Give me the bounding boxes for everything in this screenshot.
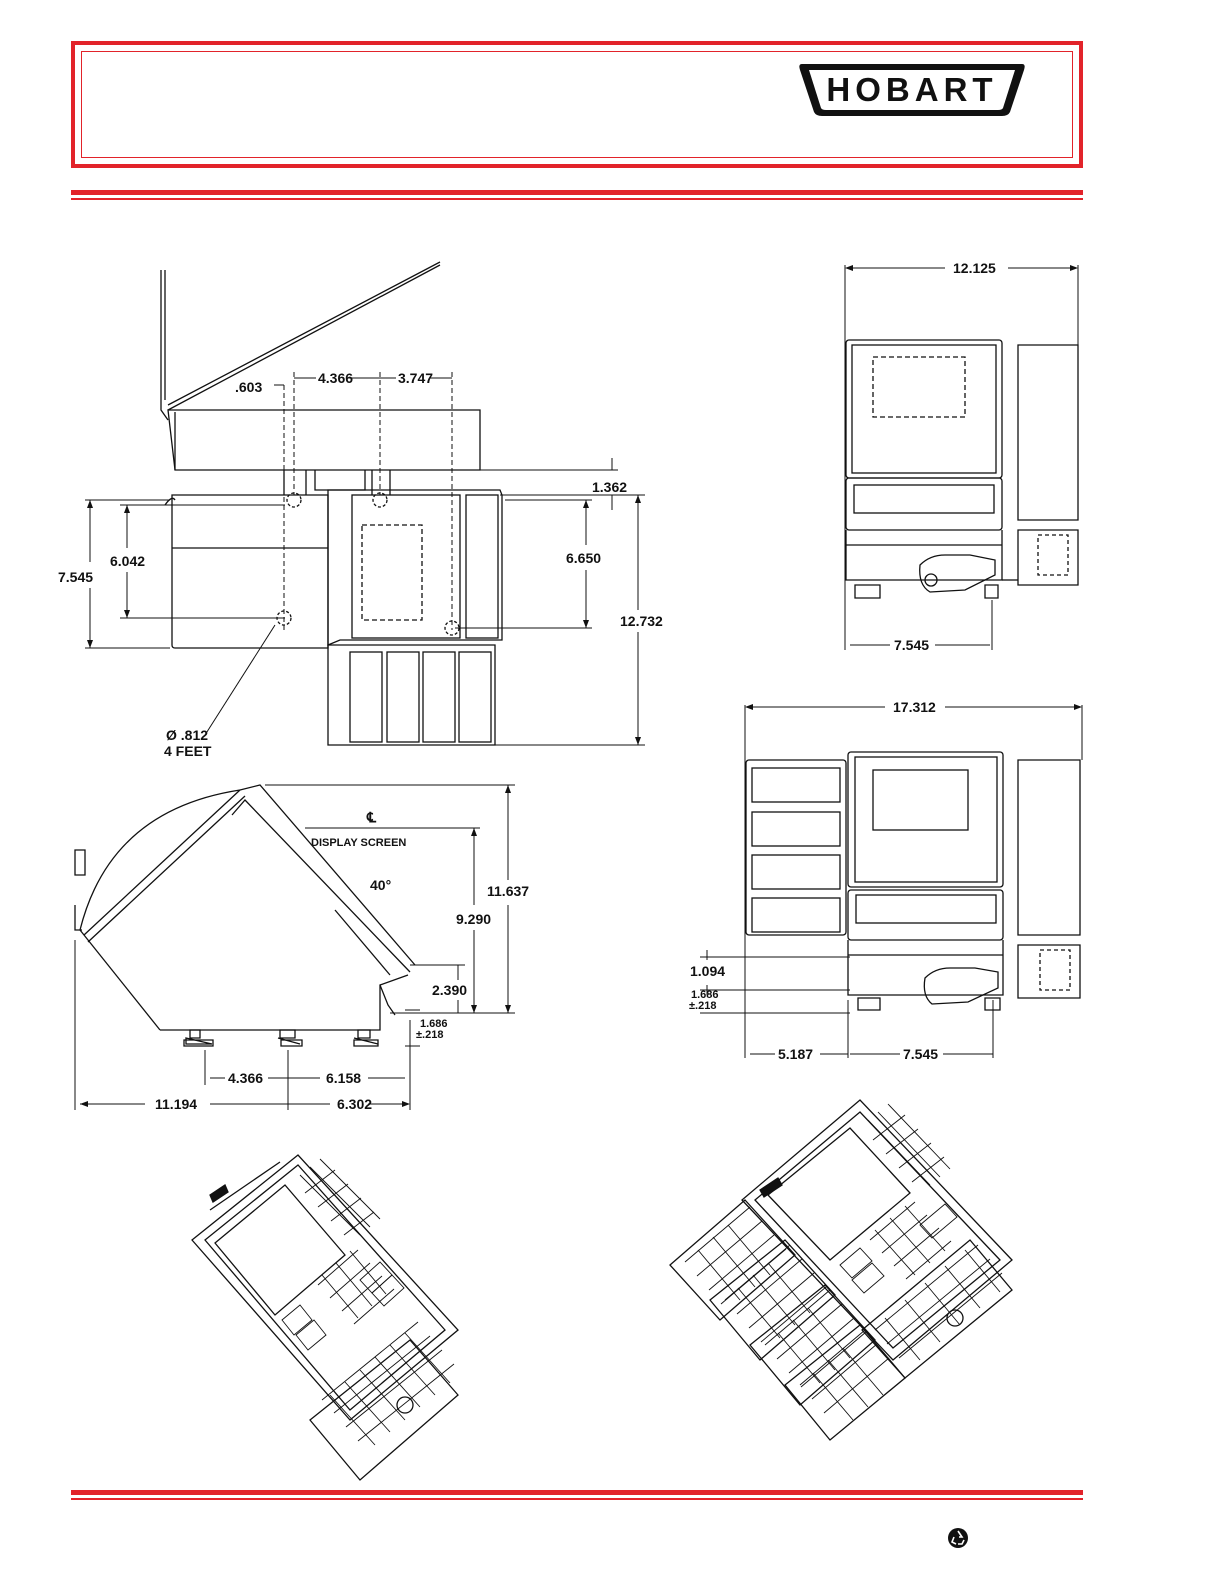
dim-base-2: 6.302 xyxy=(337,1096,373,1112)
dim-foot-tolerance-ext: ±.218 xyxy=(689,1000,717,1012)
dim-base-1: 11.194 xyxy=(155,1096,198,1112)
feet-count: 4 FEET xyxy=(164,743,212,759)
dim-foot-spacing-1: 4.366 xyxy=(318,370,354,386)
dim-feet-1: 4.366 xyxy=(228,1070,264,1086)
dim-depth-overall: 7.545 xyxy=(58,569,94,585)
dim-foot-height: 1.686 xyxy=(420,1018,448,1030)
front-view-single xyxy=(845,265,1078,650)
dim-depth-feet: 6.042 xyxy=(110,553,146,569)
isometric-extended xyxy=(670,1100,1012,1440)
dim-front-height: 2.390 xyxy=(432,982,468,998)
dim-width-extended: 17.312 xyxy=(893,699,936,715)
dim-depth-right: 6.650 xyxy=(566,550,602,566)
dim-overall-with-keypad: 12.732 xyxy=(620,613,663,629)
dim-base-height: 1.094 xyxy=(690,963,726,979)
brand-name: HOBART xyxy=(826,71,998,108)
recycle-icon xyxy=(947,1527,969,1549)
angle-label: 40° xyxy=(370,877,392,893)
footer-rule xyxy=(71,1490,1083,1500)
dim-foot-height-ext: 1.686 xyxy=(691,989,719,1001)
front-view-extended xyxy=(700,705,1082,1058)
dim-foot-tolerance: ±.218 xyxy=(416,1029,444,1041)
dim-foot-spacing-2: 3.747 xyxy=(398,370,434,386)
centerline-label: DISPLAY SCREEN xyxy=(311,837,407,849)
dim-width-single: 12.125 xyxy=(953,260,996,276)
side-view xyxy=(75,785,515,1110)
dim-left-offset-ext: 5.187 xyxy=(778,1046,814,1062)
dim-height-overall: 11.637 xyxy=(487,883,530,899)
top-view xyxy=(85,262,645,745)
dim-left-offset: .603 xyxy=(235,379,263,395)
dim-feet-single: 7.545 xyxy=(894,637,930,653)
isometric-single xyxy=(192,1155,458,1480)
dim-feet-2: 6.158 xyxy=(326,1070,362,1086)
centerline-symbol: ℄ xyxy=(367,809,376,825)
dim-rear-offset: 1.362 xyxy=(592,479,628,495)
dim-screen-height: 9.290 xyxy=(456,911,492,927)
dim-feet-ext: 7.545 xyxy=(903,1046,939,1062)
foot-diameter: Ø .812 xyxy=(166,727,209,743)
